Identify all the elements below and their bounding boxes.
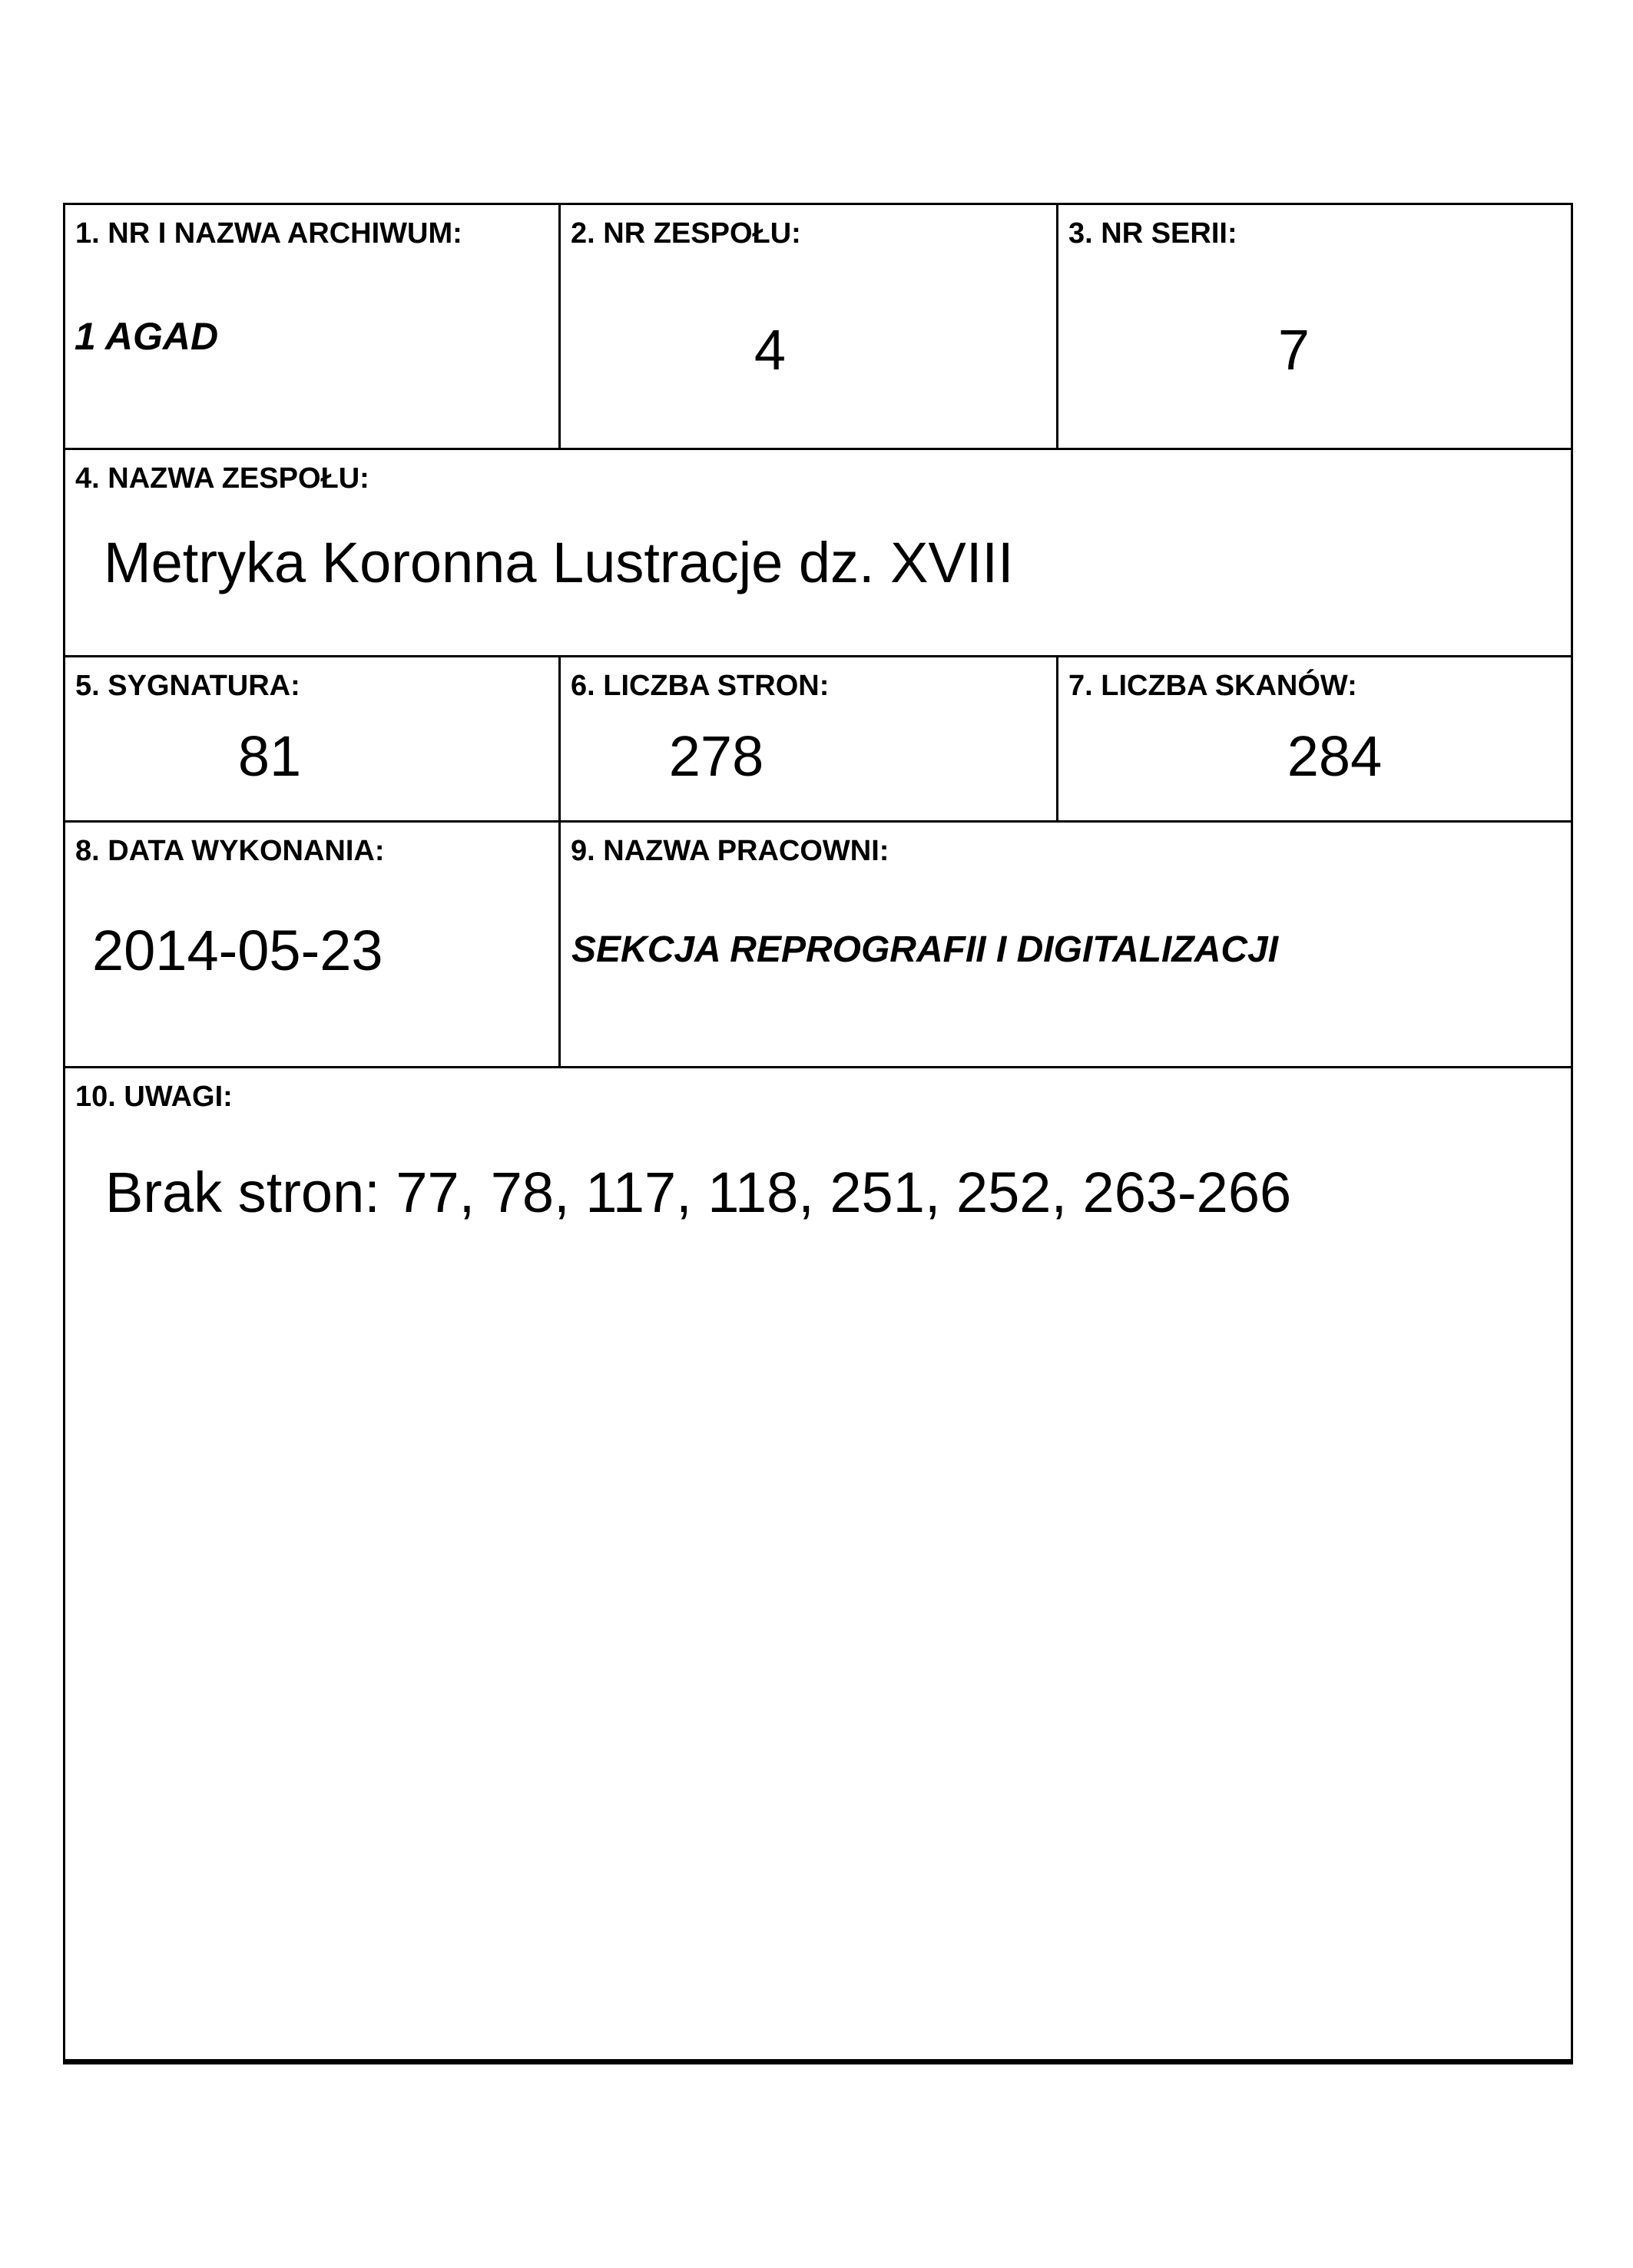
- form-row-3: [65, 657, 1571, 823]
- field-nr-zespolu-label: 2. NR ZESPOŁU:: [571, 217, 801, 250]
- field-nr-i-nazwa-archiwum-value: 1 AGAD: [75, 315, 219, 358]
- field-sygnatura: [65, 657, 561, 820]
- field-nr-zespolu-value: 4: [754, 318, 787, 382]
- field-nazwa-pracowni-label: 9. NAZWA PRACOWNI:: [571, 835, 889, 867]
- field-data-wykonania-label: 8. DATA WYKONANIA:: [75, 835, 385, 867]
- field-nazwa-zespolu: [65, 450, 1571, 655]
- field-data-wykonania-value: 2014-05-23: [92, 919, 383, 982]
- field-nazwa-pracowni: [561, 823, 1571, 1066]
- field-data-wykonania: [65, 823, 561, 1066]
- field-sygnatura-label: 5. SYGNATURA:: [75, 670, 300, 702]
- field-sygnatura-value: 81: [237, 724, 302, 788]
- field-liczba-skanow-label: 7. LICZBA SKANÓW:: [1068, 670, 1357, 702]
- field-nazwa-zespolu-value: Metryka Koronna Lustracje dz. XVIII: [104, 531, 1014, 594]
- form-row-2: [65, 450, 1571, 657]
- field-uwagi-value: Brak stron: 77, 78, 117, 118, 251, 252, 263-266: [105, 1160, 1292, 1224]
- metadata-form-table: [63, 203, 1573, 2064]
- field-liczba-skanow: [1058, 657, 1571, 820]
- field-uwagi: [65, 1068, 1571, 2059]
- field-liczba-stron: [561, 657, 1058, 820]
- field-nazwa-pracowni-value: SEKCJA REPROGRAFII I DIGITALIZACJI: [571, 929, 1279, 970]
- field-liczba-stron-value: 278: [668, 724, 764, 788]
- form-row-4: [65, 823, 1571, 1068]
- field-nr-serii-value: 7: [1277, 318, 1310, 382]
- field-liczba-stron-label: 6. LICZBA STRON:: [571, 670, 830, 702]
- field-nazwa-zespolu-label: 4. NAZWA ZESPOŁU:: [75, 462, 369, 495]
- form-row-5: [65, 1068, 1571, 2059]
- field-nr-zespolu: [561, 205, 1058, 448]
- field-nr-i-nazwa-archiwum: [65, 205, 561, 448]
- field-nr-i-nazwa-archiwum-label: 1. NR I NAZWA ARCHIWUM:: [75, 217, 462, 250]
- field-nr-serii-label: 3. NR SERII:: [1068, 217, 1237, 250]
- form-row-1: [65, 205, 1571, 450]
- field-liczba-skanow-value: 284: [1287, 724, 1383, 788]
- field-uwagi-label: 10. UWAGI:: [75, 1081, 233, 1113]
- field-nr-serii: [1058, 205, 1571, 448]
